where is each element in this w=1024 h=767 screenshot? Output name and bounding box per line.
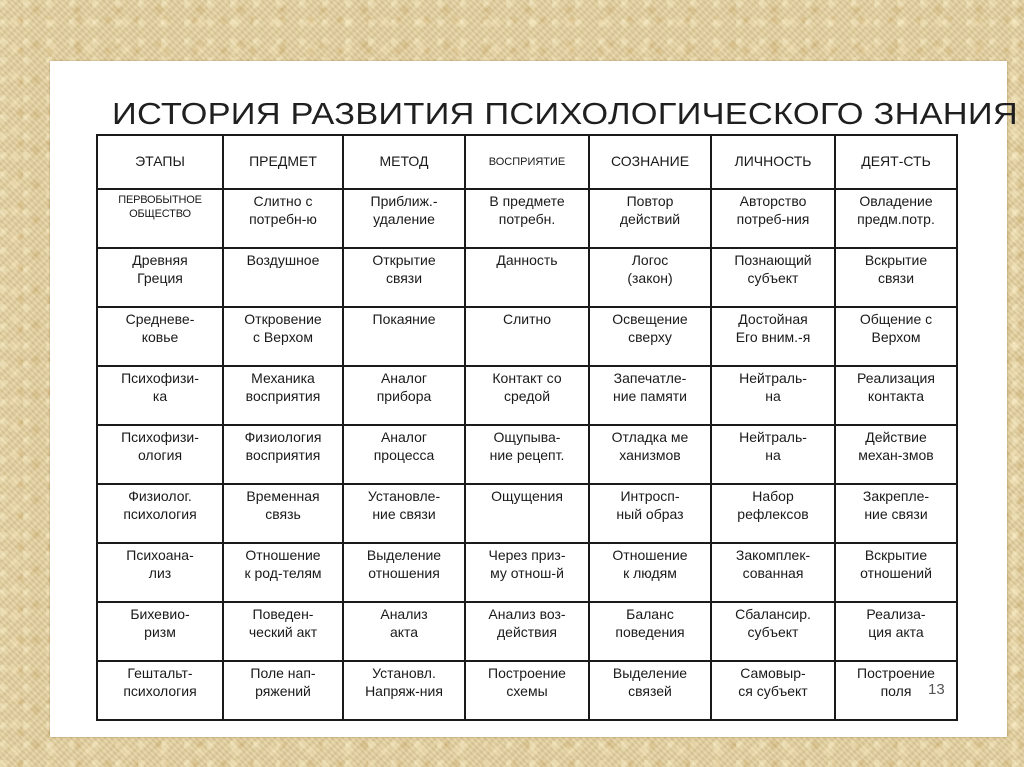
table-row [97, 366, 957, 425]
stage-cell: Средневе- ковье [97, 307, 223, 366]
table-cell: Установл. Напряж-ния [343, 661, 465, 720]
table-cell: Аналог процесса [343, 425, 465, 484]
table-cell: Реализация контакта [835, 366, 957, 425]
column-header-personality: ЛИЧНОСТЬ [711, 135, 835, 189]
table-cell: Анализ воз- действия [465, 602, 589, 661]
table-cell: Повтор действий [589, 189, 711, 248]
table-cell: Логос (закон) [589, 248, 711, 307]
table-row [97, 189, 957, 248]
table-cell: Освещение сверху [589, 307, 711, 366]
table-cell: Отношение к род-телям [223, 543, 343, 602]
table-cell: Поведен- ческий акт [223, 602, 343, 661]
table-cell: Нейтраль- на [711, 425, 835, 484]
table-row [97, 484, 957, 543]
table-cell: Вскрытие связи [835, 248, 957, 307]
table-row [97, 425, 957, 484]
table-cell: Анализ акта [343, 602, 465, 661]
table-cell: Выделение связей [589, 661, 711, 720]
stage-cell: Психофизи- ка [97, 366, 223, 425]
table-cell: Нейтраль- на [711, 366, 835, 425]
table-cell: Ощущения [465, 484, 589, 543]
table-cell: Воздушное [223, 248, 343, 307]
column-header-stages: ЭТАПЫ [97, 135, 223, 189]
stage-cell: Психофизи- ология [97, 425, 223, 484]
table-cell: Овладение предм.потр. [835, 189, 957, 248]
table-cell: Слитно [465, 307, 589, 366]
stage-cell: Древняя Греция [97, 248, 223, 307]
table-cell: Реализа- ция акта [835, 602, 957, 661]
column-header-consciousness: СОЗНАНИЕ [589, 135, 711, 189]
table-cell: Действие механ-змов [835, 425, 957, 484]
slide [50, 61, 1018, 737]
table-cell: Откровение с Верхом [223, 307, 343, 366]
table-cell: Общение с Верхом [835, 307, 957, 366]
table-cell: Построение схемы [465, 661, 589, 720]
table-cell: Запечатле- ние памяти [589, 366, 711, 425]
table-cell: Аналог прибора [343, 366, 465, 425]
header-row [97, 135, 957, 189]
table-cell: Баланс поведения [589, 602, 711, 661]
page-number: 13 [928, 681, 945, 698]
table-cell: Отладка ме ханизмов [589, 425, 711, 484]
table-cell: Выделение отношения [343, 543, 465, 602]
table-row [97, 602, 957, 661]
table-cell: Познающий субъект [711, 248, 835, 307]
table-row [97, 543, 957, 602]
table-cell: Данность [465, 248, 589, 307]
column-header-method: МЕТОД [343, 135, 465, 189]
table-cell: Закрепле- ние связи [835, 484, 957, 543]
table-cell: Вскрытие отношений [835, 543, 957, 602]
table-cell: Временная связь [223, 484, 343, 543]
stage-cell: Гештальт- психология [97, 661, 223, 720]
table-cell: Контакт со средой [465, 366, 589, 425]
table-cell: Приближ.- удаление [343, 189, 465, 248]
history-table [96, 134, 958, 721]
table-cell: Физиология восприятия [223, 425, 343, 484]
table-cell: Интросп- ный образ [589, 484, 711, 543]
table-cell: Закомплек- сованная [711, 543, 835, 602]
table-cell: Авторство потреб-ния [711, 189, 835, 248]
table-cell: Механика восприятия [223, 366, 343, 425]
table-row [97, 307, 957, 366]
table-cell: Отношение к людям [589, 543, 711, 602]
stage-cell: Физиолог. психология [97, 484, 223, 543]
table-cell: Слитно с потребн-ю [223, 189, 343, 248]
table-cell: Достойная Его вним.-я [711, 307, 835, 366]
stage-cell: Психоана- лиз [97, 543, 223, 602]
table-cell: Самовыр- ся субъект [711, 661, 835, 720]
table-cell: Открытие связи [343, 248, 465, 307]
table-cell: Установле- ние связи [343, 484, 465, 543]
table-cell: Сбалансир. субъект [711, 602, 835, 661]
table-cell: В предмете потребн. [465, 189, 589, 248]
table-cell: Покаяние [343, 307, 465, 366]
slide-title: ИСТОРИЯ РАЗВИТИЯ ПСИХОЛОГИЧЕСКОГО ЗНАНИЯ [112, 96, 1018, 131]
stage-cell: ПЕРВОБЫТНОЕ ОБЩЕСТВО [97, 189, 223, 248]
column-header-activity: ДЕЯТ-СТЬ [835, 135, 957, 189]
column-header-perception: ВОСПРИЯТИЕ [465, 135, 589, 189]
table-cell: Через приз- му отнош-й [465, 543, 589, 602]
table-row [97, 248, 957, 307]
table-row [97, 661, 957, 720]
table-cell: Построение поля [835, 661, 957, 720]
stage-cell: Бихевио- ризм [97, 602, 223, 661]
table-cell: Ощупыва- ние рецепт. [465, 425, 589, 484]
column-header-subject: ПРЕДМЕТ [223, 135, 343, 189]
table-cell: Поле нап- ряжений [223, 661, 343, 720]
table-cell: Набор рефлексов [711, 484, 835, 543]
